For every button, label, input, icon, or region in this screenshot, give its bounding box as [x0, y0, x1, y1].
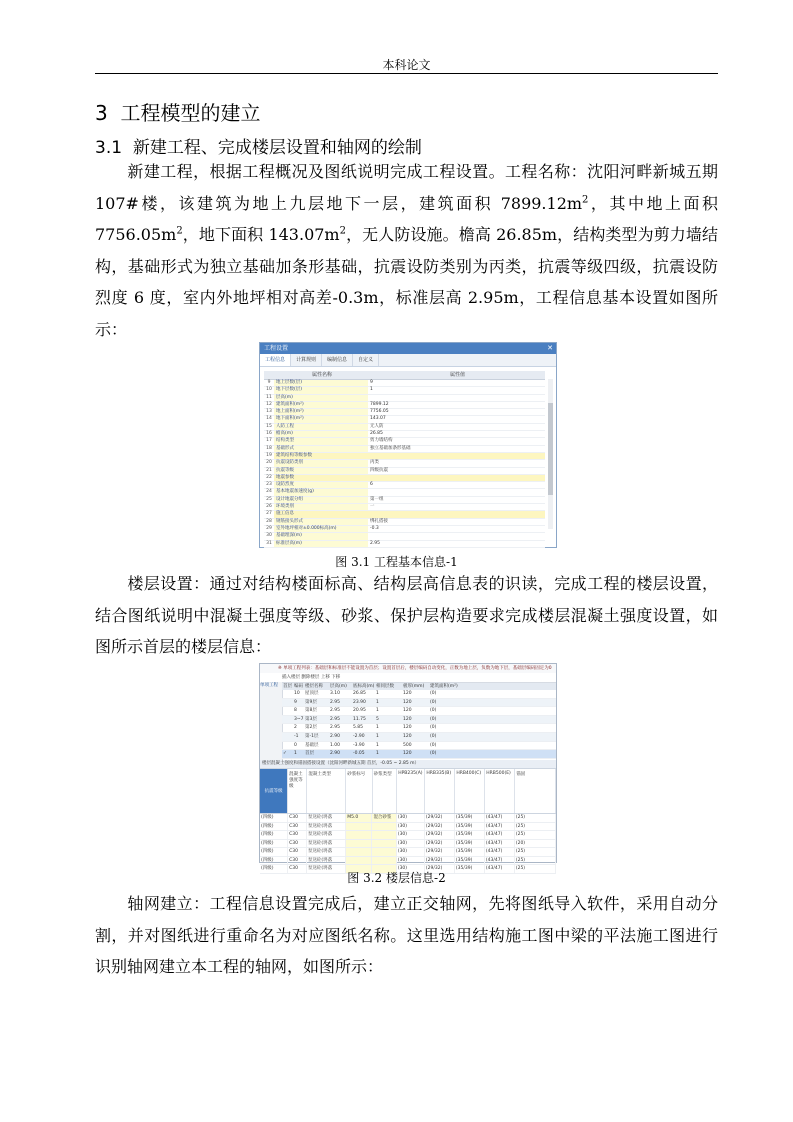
concrete-cell-g[interactable]: (29/32) — [425, 831, 455, 839]
property-value[interactable]: 四级抗震 — [370, 467, 388, 473]
concrete-cell-i[interactable]: (43/47) — [485, 840, 515, 848]
property-name: 层高(m) — [274, 395, 368, 401]
floor-cell-slab[interactable]: 120 — [403, 691, 412, 696]
floor-cell-same[interactable]: 1 — [376, 691, 379, 696]
section-number: 3.1 — [95, 138, 123, 158]
property-row[interactable] — [264, 395, 545, 402]
concrete-cell-i[interactable]: (43/47) — [485, 865, 515, 873]
concrete-cell-f[interactable]: (30) — [397, 831, 425, 839]
property-value[interactable] — [368, 511, 545, 517]
concrete-cell-d[interactable] — [346, 823, 372, 831]
property-name: 设计地震分组 — [274, 497, 368, 503]
floor-cell-h[interactable]: 2.95 — [330, 708, 341, 714]
property-name: 抗震等级 — [274, 468, 368, 474]
header-rule — [95, 73, 718, 74]
property-row[interactable] — [264, 431, 545, 438]
concrete-row[interactable] — [260, 823, 556, 832]
concrete-cell-h[interactable]: (35/39) — [455, 865, 485, 873]
project-sidebar: 单项工程 — [260, 682, 283, 760]
property-row[interactable] — [264, 416, 545, 423]
concrete-cell-f[interactable]: (30) — [397, 857, 425, 865]
property-name: 施工信息 — [274, 511, 368, 517]
paragraph-project-setup: 新建工程，根据工程概况及图纸说明完成工程设置。工程名称：沈阳河畔新城五期 107#楼，该建筑为地上九层地下一层，建筑面积 $7899.12m^2$，其中地上面积 $7756.05m^2$，地下面积 $143.07m^2$，无人防设施。檐高 26.85m，结构类型为剪力墙结构，基础形式为独立基础加条形基础，抗震设防类别为丙类，抗震等级四级，抗震设防烈度 6 度，室内外地坪相对高差-0.3m，标准层高 2.95m，工程信息基本设置如图所示： — [95, 162, 718, 339]
property-row[interactable] — [264, 453, 545, 460]
property-value[interactable] — [368, 453, 545, 459]
floor-cell-h[interactable]: 2.95 — [330, 716, 341, 722]
concrete-cell-c[interactable]: 泵送砼(坍落 — [307, 823, 346, 831]
floor-cell-same[interactable]: 1 — [376, 708, 379, 714]
property-value[interactable]: 第一组 — [370, 496, 384, 502]
row-number: 22 — [266, 474, 272, 480]
tab-project-info[interactable]: 工程信息 — [260, 354, 291, 366]
floor-cell-h[interactable]: 1.00 — [330, 742, 341, 748]
property-row[interactable] — [264, 489, 545, 496]
concrete-cell-h[interactable]: (35/39) — [455, 857, 485, 865]
property-name: 地下面积(m²) — [274, 416, 368, 422]
floor-table-header: 首层 编码 楼层名称 层高(m) 底标高(m) 相同层数 板厚(mm) 建筑面积(m²) — [282, 683, 556, 690]
floor-cell-base[interactable]: 23.90 — [353, 699, 366, 705]
floor-note: ※ 单项工程列表：基础层和标准层不能设置为首层；设置首层后，楼层编码自动变化，正数为地上层，负数为地下层，基础层编码固定为0 — [260, 664, 556, 673]
property-row[interactable] — [264, 460, 545, 467]
floor-cell-first[interactable] — [282, 733, 293, 741]
concrete-cell-a[interactable]: (四级) — [260, 865, 288, 873]
property-value[interactable]: 剪力墙结构 — [370, 438, 393, 444]
paragraph-floor-setup: 楼层设置：通过对结构楼面标高、结构层高信息表的识读，完成工程的楼层设置，结合图纸说明中混凝土强度等级、砂浆、保护层构造要求完成楼层混凝土强度设置，如图所示首层的楼层信息： — [95, 574, 718, 656]
concrete-cell-h[interactable]: (35/39) — [455, 823, 485, 831]
property-row[interactable] — [264, 387, 545, 394]
concrete-cell-j[interactable]: (25) — [515, 865, 556, 873]
row-number: 31 — [266, 540, 272, 546]
concrete-cell-e[interactable] — [372, 823, 396, 831]
property-name: 环境类别 — [274, 504, 368, 510]
floor-row[interactable] — [282, 733, 556, 742]
property-row[interactable] — [264, 424, 545, 431]
property-name: 地震参数 — [274, 475, 368, 481]
concrete-cell-j[interactable]: (20) — [515, 840, 556, 848]
property-value[interactable]: -0.3 — [370, 525, 379, 531]
concrete-cell-a[interactable]: (四级) — [260, 848, 288, 856]
floor-cell-area[interactable]: (0) — [430, 691, 437, 696]
floor-cell-h[interactable]: 2.90 — [330, 733, 341, 739]
concrete-row[interactable] — [260, 840, 556, 849]
floor-cell-code[interactable]: 10 — [294, 691, 300, 696]
row-number: 13 — [266, 409, 272, 415]
concrete-cell-i[interactable]: (43/47) — [485, 823, 515, 831]
row-number: 23 — [266, 482, 272, 488]
col-header-value: 属性值 — [449, 372, 465, 378]
floor-cell-area[interactable]: (0) — [430, 742, 437, 748]
property-name: 人防工程 — [274, 424, 368, 430]
concrete-cell-d[interactable] — [346, 848, 372, 856]
concrete-cell-f[interactable]: (30) — [397, 865, 425, 873]
concrete-cell-c[interactable]: 泵送砼(坍落 — [307, 857, 346, 865]
floor-cell-name[interactable]: 首层 — [305, 751, 314, 757]
floor-cell-first[interactable] — [282, 707, 293, 715]
row-number: 12 — [266, 401, 272, 407]
concrete-cell-h[interactable]: (35/39) — [455, 848, 485, 856]
property-row[interactable] — [264, 533, 545, 540]
row-number: 21 — [266, 467, 272, 473]
concrete-cell-b[interactable]: C30 — [288, 831, 307, 839]
floor-cell-h[interactable]: 2.95 — [330, 699, 341, 705]
floor-cell-base[interactable]: 20.95 — [353, 708, 366, 714]
concrete-row[interactable] — [260, 831, 556, 840]
row-number: 15 — [266, 423, 272, 429]
property-name: 地下层数(层) — [274, 387, 368, 393]
col-header-name: 属性名称 — [311, 372, 332, 378]
floor-cell-h[interactable]: 2.95 — [330, 725, 341, 731]
concrete-cell-j[interactable]: (25) — [515, 848, 556, 856]
property-row[interactable] — [264, 497, 545, 504]
property-value[interactable]: 一 — [370, 504, 375, 510]
property-value[interactable]: 26.85 — [370, 431, 383, 437]
concrete-cell-a[interactable]: (四级) — [260, 857, 288, 865]
floor-cell-base[interactable]: -2.90 — [353, 733, 365, 739]
floor-cell-same[interactable]: 1 — [376, 733, 379, 739]
row-number: 9 — [267, 380, 271, 385]
paragraph-axis-grid: 轴网建立：工程信息设置完成后，建立正交轴网，先将图纸导入软件，采用自动分割，并对图纸进行重命名为对应图纸名称。这里选用结构施工图中梁的平法施工图进行识别轴网建立本工程的轴网，如图所示： — [95, 894, 718, 976]
floor-cell-name[interactable]: 第3层 — [305, 716, 317, 722]
floor-cell-slab[interactable]: 120 — [403, 751, 412, 757]
concrete-cell-f[interactable]: (30) — [397, 840, 425, 848]
property-value[interactable]: 7756.05 — [370, 409, 389, 415]
floor-cell-code[interactable]: 2 — [294, 725, 297, 731]
row-number: 24 — [266, 489, 272, 495]
property-value[interactable]: 2.95 — [370, 540, 381, 546]
concrete-cell-c[interactable]: 泵送砼(坍落 — [307, 831, 346, 839]
floor-cell-base[interactable]: 5.85 — [353, 725, 364, 731]
floor-cell-name[interactable]: 屋顶层 — [305, 691, 319, 696]
property-value[interactable] — [368, 475, 545, 481]
concrete-cell-i[interactable]: (43/47) — [485, 814, 515, 822]
floor-cell-code[interactable]: 8 — [294, 708, 297, 714]
concrete-row[interactable] — [260, 857, 556, 866]
floor-cell-slab[interactable]: 120 — [403, 708, 412, 714]
row-number: 29 — [266, 525, 272, 531]
concrete-cell-e[interactable] — [372, 831, 396, 839]
row-number: 19 — [266, 452, 272, 458]
row-number: 16 — [266, 431, 272, 437]
concrete-cell-g[interactable]: (29/32) — [425, 865, 455, 873]
property-value[interactable]: 独立基础加条形基础 — [370, 445, 411, 451]
floor-cell-same[interactable]: 1 — [376, 751, 379, 757]
property-row[interactable] — [264, 526, 545, 533]
floor-cell-area[interactable]: (0) — [430, 708, 437, 714]
concrete-row[interactable] — [260, 848, 556, 857]
floor-cell-area[interactable]: (0) — [430, 751, 437, 757]
concrete-cell-j[interactable]: (25) — [515, 823, 556, 831]
floor-settings-screenshot — [259, 663, 557, 871]
property-value[interactable]: 7899.12 — [370, 401, 389, 407]
floor-row[interactable] — [282, 750, 556, 759]
floor-cell-code[interactable]: 1 — [294, 751, 297, 757]
floor-cell-code[interactable]: 0 — [294, 742, 297, 748]
floor-cell-slab[interactable]: 120 — [403, 699, 412, 705]
concrete-cell-b[interactable]: C30 — [288, 865, 307, 873]
property-row[interactable] — [264, 541, 545, 548]
concrete-cell-g[interactable]: (29/32) — [425, 848, 455, 856]
row-number: 10 — [266, 387, 272, 393]
scrollbar-thumb[interactable] — [548, 403, 553, 495]
property-name: 基本地震加速度(g) — [274, 489, 368, 495]
chapter-title: 工程模型的建立 — [120, 101, 261, 125]
floor-row[interactable] — [282, 716, 556, 725]
floor-cell-name[interactable]: 第8层 — [305, 708, 317, 714]
property-name: 地上层数(层) — [274, 380, 368, 386]
grid-header — [264, 371, 545, 380]
floor-cell-base[interactable]: -3.90 — [353, 742, 365, 748]
floor-cell-name[interactable]: 第2层 — [305, 725, 317, 731]
concrete-cell-a[interactable]: (四级) — [260, 814, 288, 822]
floor-cell-name[interactable]: 第-1层 — [305, 733, 319, 739]
floor-cell-same[interactable]: 5 — [376, 716, 379, 722]
floor-row[interactable] — [282, 742, 556, 751]
property-value[interactable]: 绑扎搭接 — [370, 518, 388, 524]
section-heading — [95, 133, 422, 158]
concrete-cell-f[interactable]: (30) — [397, 848, 425, 856]
concrete-cell-h[interactable]: (35/39) — [455, 831, 485, 839]
floor-cell-area[interactable]: (0) — [430, 725, 437, 731]
concrete-cell-i[interactable]: (43/47) — [485, 857, 515, 865]
floor-cell-slab[interactable]: 120 — [403, 725, 412, 731]
property-value[interactable] — [368, 533, 545, 539]
property-name: 地上面积(m²) — [274, 409, 368, 415]
floor-cell-code[interactable]: -1 — [294, 733, 299, 739]
section-title: 新建工程、完成楼层设置和轴网的绘制 — [132, 138, 422, 158]
property-value[interactable]: 6 — [370, 482, 373, 488]
floor-cell-name[interactable]: 第9层 — [305, 699, 317, 705]
concrete-cell-f[interactable]: (30) — [397, 814, 425, 822]
concrete-cell-a[interactable]: (四级) — [260, 840, 288, 848]
property-value[interactable]: 1 — [370, 387, 373, 393]
concrete-cell-g[interactable]: (29/32) — [425, 857, 455, 865]
dialog-titlebar: 工程设置 ✕ — [260, 343, 556, 354]
floor-cell-area[interactable]: (0) — [430, 733, 437, 739]
row-number: 26 — [266, 504, 272, 510]
concrete-cell-c[interactable]: 泵送砼(坍落 — [307, 814, 346, 822]
tab-calc-rules[interactable]: 计算规则 — [291, 354, 322, 366]
concrete-cell-h[interactable]: (35/39) — [455, 814, 485, 822]
concrete-cell-d[interactable]: M5.0 — [346, 814, 372, 822]
concrete-cell-g[interactable]: (29/32) — [425, 814, 455, 822]
dialog-tabs — [260, 354, 556, 367]
property-row[interactable] — [264, 511, 545, 518]
property-row[interactable] — [264, 438, 545, 445]
floor-toolbar[interactable]: 插入楼层 删除楼层 上移 下移 — [260, 673, 556, 683]
chapter-heading — [95, 97, 260, 126]
tab-custom[interactable]: 自定义 — [353, 354, 379, 366]
floor-cell-area[interactable]: (0) — [430, 699, 437, 705]
property-grid — [264, 371, 545, 548]
floor-cell-base[interactable]: 26.85 — [353, 691, 366, 696]
row-number: 25 — [266, 496, 272, 502]
page-header: 本科论文 — [382, 58, 431, 72]
concrete-cell-a[interactable]: (四级) — [260, 823, 288, 831]
concrete-cell-f[interactable]: (30) — [397, 823, 425, 831]
concrete-settings-title: 楼层混凝土强度和锚固搭接设置（沈阳河畔新城五期 首层，-0.05 ~ 2.85 m） — [260, 760, 556, 769]
floor-cell-same[interactable]: 1 — [376, 725, 379, 731]
concrete-cell-d[interactable] — [346, 857, 372, 865]
concrete-cell-b[interactable]: C30 — [288, 857, 307, 865]
concrete-cell-d[interactable] — [346, 840, 372, 848]
floor-cell-slab[interactable]: 500 — [403, 742, 412, 748]
concrete-table-header: 抗震等级 混凝土强度等级 混凝土类型 砂浆标号 砂浆类型 HPB235(A) HRB335(B) HRB400(C) HRB500(E) 锚固 — [260, 769, 556, 814]
property-value[interactable] — [368, 395, 545, 401]
floor-cell-first[interactable] — [282, 690, 293, 698]
property-value[interactable]: 无人防 — [370, 423, 384, 429]
floor-cell-slab[interactable]: 120 — [403, 733, 412, 739]
concrete-cell-b[interactable]: C30 — [288, 823, 307, 831]
property-name: 设防烈度 — [274, 482, 368, 488]
property-name: 钢筋接头形式 — [274, 519, 368, 525]
concrete-row[interactable] — [260, 814, 556, 823]
property-value[interactable]: 9 — [370, 380, 373, 385]
concrete-cell-c[interactable]: 泵送砼(坍落 — [307, 848, 346, 856]
floor-cell-first[interactable] — [282, 742, 293, 750]
concrete-cell-b[interactable]: C30 — [288, 814, 307, 822]
floor-table — [282, 683, 556, 759]
concrete-cell-i[interactable]: (43/47) — [485, 831, 515, 839]
floor-cell-first[interactable]: ✓ — [283, 751, 287, 757]
property-name: 建筑结构等级参数 — [274, 453, 368, 459]
figure2-caption: 图 3.2 楼层信息-2 — [347, 871, 446, 885]
row-number: 27 — [266, 511, 272, 517]
property-row[interactable] — [264, 504, 545, 511]
floor-cell-first[interactable] — [282, 716, 293, 724]
concrete-cell-j[interactable]: (25) — [515, 831, 556, 839]
floor-cell-base[interactable]: -0.05 — [353, 751, 365, 757]
floor-cell-same[interactable]: 1 — [376, 699, 379, 705]
property-row[interactable] — [264, 446, 545, 453]
project-info-screenshot — [259, 342, 557, 548]
floor-cell-slab[interactable]: 120 — [403, 716, 412, 722]
row-number: 30 — [266, 533, 272, 539]
property-value[interactable]: 143.07 — [370, 416, 386, 422]
property-name: 基础埋深(m) — [274, 533, 368, 539]
property-name: 檐高(m) — [274, 431, 368, 437]
concrete-cell-j[interactable]: (25) — [515, 857, 556, 865]
figure1-caption: 图 3.1 工程基本信息-1 — [335, 555, 458, 569]
concrete-cell-j[interactable]: (25) — [515, 814, 556, 822]
concrete-cell-b[interactable]: C30 — [288, 848, 307, 856]
floor-cell-first[interactable] — [282, 724, 293, 732]
property-name: 结构类型 — [274, 438, 368, 444]
property-name: 基础形式 — [274, 446, 368, 452]
concrete-cell-e[interactable] — [372, 848, 396, 856]
concrete-cell-g[interactable]: (29/32) — [425, 840, 455, 848]
concrete-cell-b[interactable]: C30 — [288, 840, 307, 848]
floor-cell-base[interactable]: 11.75 — [353, 716, 366, 722]
concrete-cell-c[interactable]: 泵送砼(坍落 — [307, 865, 346, 873]
row-number: 20 — [266, 460, 272, 466]
floor-cell-same[interactable]: 1 — [376, 742, 379, 748]
floor-row[interactable] — [282, 724, 556, 733]
property-row[interactable] — [264, 409, 545, 416]
property-value[interactable] — [368, 489, 545, 495]
chapter-number: 3 — [95, 101, 108, 125]
floor-cell-first[interactable] — [282, 699, 293, 707]
concrete-cell-g[interactable]: (29/32) — [425, 823, 455, 831]
concrete-cell-d[interactable] — [346, 831, 372, 839]
concrete-settings — [260, 760, 556, 874]
property-name: 室外地坪相对±0.000标高(m) — [274, 526, 368, 532]
floor-cell-h[interactable]: 3.10 — [330, 691, 341, 696]
floor-row[interactable] — [282, 690, 556, 699]
property-row[interactable] — [264, 475, 545, 482]
property-row[interactable] — [264, 468, 545, 475]
tab-compile-info[interactable]: 编制信息 — [322, 354, 353, 366]
concrete-cell-a[interactable]: (四级) — [260, 831, 288, 839]
row-number: 17 — [266, 438, 272, 444]
property-name: 建筑面积(m²) — [274, 402, 368, 408]
row-number: 28 — [266, 518, 272, 524]
property-value[interactable]: 丙类 — [370, 460, 379, 466]
concrete-cell-e[interactable] — [372, 840, 396, 848]
floor-row[interactable] — [282, 707, 556, 716]
concrete-cell-e[interactable] — [372, 857, 396, 865]
concrete-cell-e[interactable]: 混合砂浆 — [372, 814, 396, 822]
property-name: 标准层高(m) — [274, 541, 368, 547]
floor-cell-name[interactable]: 基础层 — [305, 742, 319, 748]
row-number: 14 — [266, 416, 272, 422]
property-row[interactable] — [264, 402, 545, 409]
concrete-cell-i[interactable]: (43/47) — [485, 848, 515, 856]
property-name: 抗震设防类别 — [274, 460, 368, 466]
property-row[interactable] — [264, 380, 545, 387]
row-number: 18 — [266, 445, 272, 451]
row-number: 11 — [266, 394, 272, 400]
concrete-cell-c[interactable]: 泵送砼(坍落 — [307, 840, 346, 848]
floor-cell-code[interactable]: 9 — [294, 699, 297, 705]
floor-cell-h[interactable]: 2.90 — [330, 751, 341, 757]
concrete-cell-h[interactable]: (35/39) — [455, 840, 485, 848]
property-row[interactable] — [264, 519, 545, 526]
scrollbar[interactable] — [548, 379, 553, 529]
floor-cell-area[interactable]: (0) — [430, 716, 437, 722]
close-icon[interactable]: ✕ — [547, 344, 553, 352]
floor-cell-code[interactable]: 3~7 — [294, 716, 304, 722]
floor-row[interactable] — [282, 699, 556, 708]
